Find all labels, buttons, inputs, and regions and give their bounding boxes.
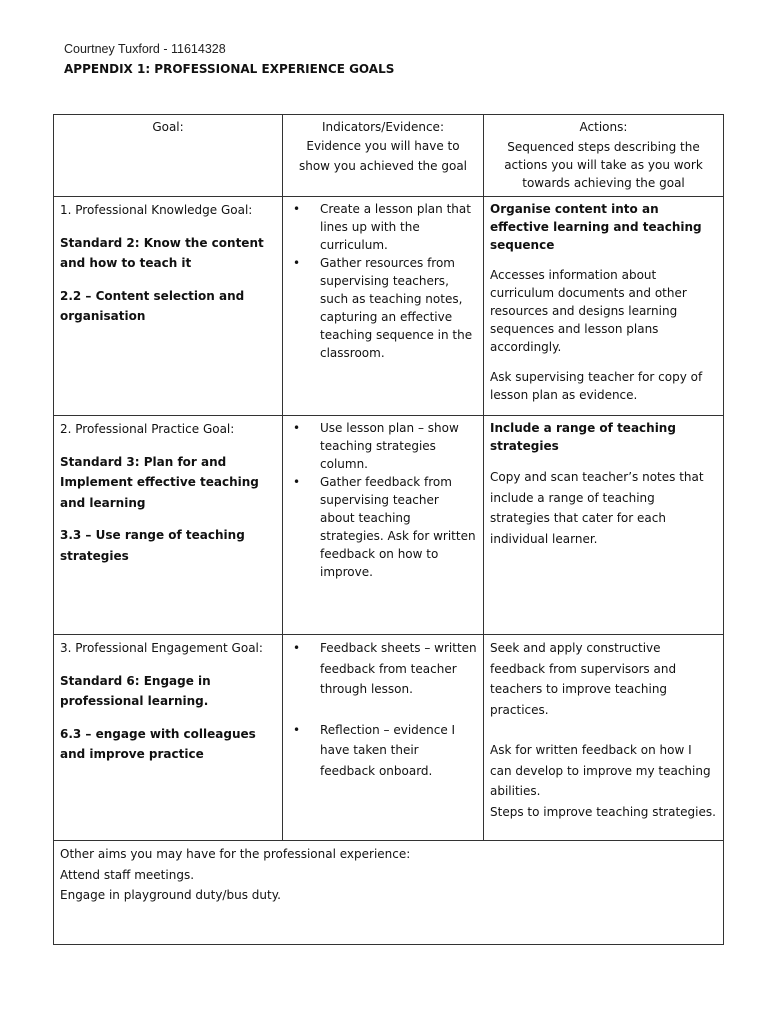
action-paragraph: Seek and apply constructive feedback from supervisors and teachers to improve teaching practices. xyxy=(490,641,677,717)
goal-cell xyxy=(54,635,283,841)
column-header-evidence: Indicators/Evidence: Evidence you will have to show you achieved the goal xyxy=(283,115,484,197)
goal-cell xyxy=(54,197,283,416)
header-row xyxy=(54,115,724,197)
evidence-cell xyxy=(283,416,484,635)
actions-cell xyxy=(484,416,724,635)
other-aims-row xyxy=(54,841,724,945)
page-title: APPENDIX 1: PROFESSIONAL EXPERIENCE GOALS xyxy=(64,62,395,76)
list-item: • Gather feedback from supervising teacher about teaching strategies. Ask for written feedback on how to improve. xyxy=(310,473,477,581)
other-aims-label: Other aims you may have for the professional experience: xyxy=(60,847,411,861)
column-header-actions: Actions: Sequenced steps describing the actions you will take as you work towards achieving the goal xyxy=(484,115,724,197)
list-item: • Gather resources from supervising teachers, such as teaching notes, capturing an effective teaching sequence in the classroom. xyxy=(310,254,477,362)
goal-focus: 6.3 – engage with colleagues and improve practice xyxy=(60,726,256,761)
list-item: • Create a lesson plan that lines up with the curriculum. xyxy=(310,200,477,254)
goal-standard: Standard 3: Plan for and Implement effective teaching and learning xyxy=(60,454,259,510)
goal-label: 2. Professional Practice Goal: xyxy=(60,422,235,436)
goal-standard: Standard 6: Engage in professional learning. xyxy=(60,673,211,708)
evidence-cell xyxy=(283,197,484,416)
action-paragraph: Ask supervising teacher for copy of lesson plan as evidence. xyxy=(490,370,703,402)
goal-standard: Standard 2: Know the content and how to teach it xyxy=(60,235,264,270)
action-paragraph: Ask for written feedback on how I can develop to improve my teaching abilities. xyxy=(490,743,711,798)
action-heading: Include a range of teaching strategies xyxy=(490,421,676,453)
action-heading: Organise content into an effective learning and teaching sequence xyxy=(490,202,702,252)
action-paragraph: Steps to improve teaching strategies. xyxy=(490,804,716,819)
evidence-cell xyxy=(283,635,484,841)
actions-cell xyxy=(484,635,724,841)
list-item: • Feedback sheets – written feedback from teacher through lesson. xyxy=(310,638,477,700)
goal-focus: 3.3 – Use range of teaching strategies xyxy=(60,528,245,563)
action-paragraph: Accesses information about curriculum documents and other resources and designs learning sequences and lesson plans accordingly. xyxy=(490,268,687,354)
actions-cell xyxy=(484,197,724,416)
table-row xyxy=(54,197,724,416)
goal-focus: 2.2 – Content selection and organisation xyxy=(60,288,245,323)
list-item: Engage in playground duty/bus duty. xyxy=(60,888,281,902)
goal-label: 3. Professional Engagement Goal: xyxy=(60,641,263,655)
goal-cell xyxy=(54,416,283,635)
column-header-goal: Goal: xyxy=(54,115,283,197)
goal-label: 1. Professional Knowledge Goal: xyxy=(60,203,253,217)
list-item: • Reflection – evidence I have taken their feedback onboard. xyxy=(310,720,477,782)
goals-table xyxy=(53,114,724,945)
action-paragraph: Copy and scan teacher’s notes that include a range of teaching strategies that cater for each individual learner. xyxy=(490,470,704,546)
other-aims-cell xyxy=(54,841,724,945)
table-row xyxy=(54,416,724,635)
table-row xyxy=(54,635,724,841)
list-item: Attend staff meetings. xyxy=(60,867,195,882)
author-line: Courtney Tuxford - 11614328 xyxy=(64,42,226,56)
list-item: • Use lesson plan – show teaching strategies column. xyxy=(310,419,477,473)
